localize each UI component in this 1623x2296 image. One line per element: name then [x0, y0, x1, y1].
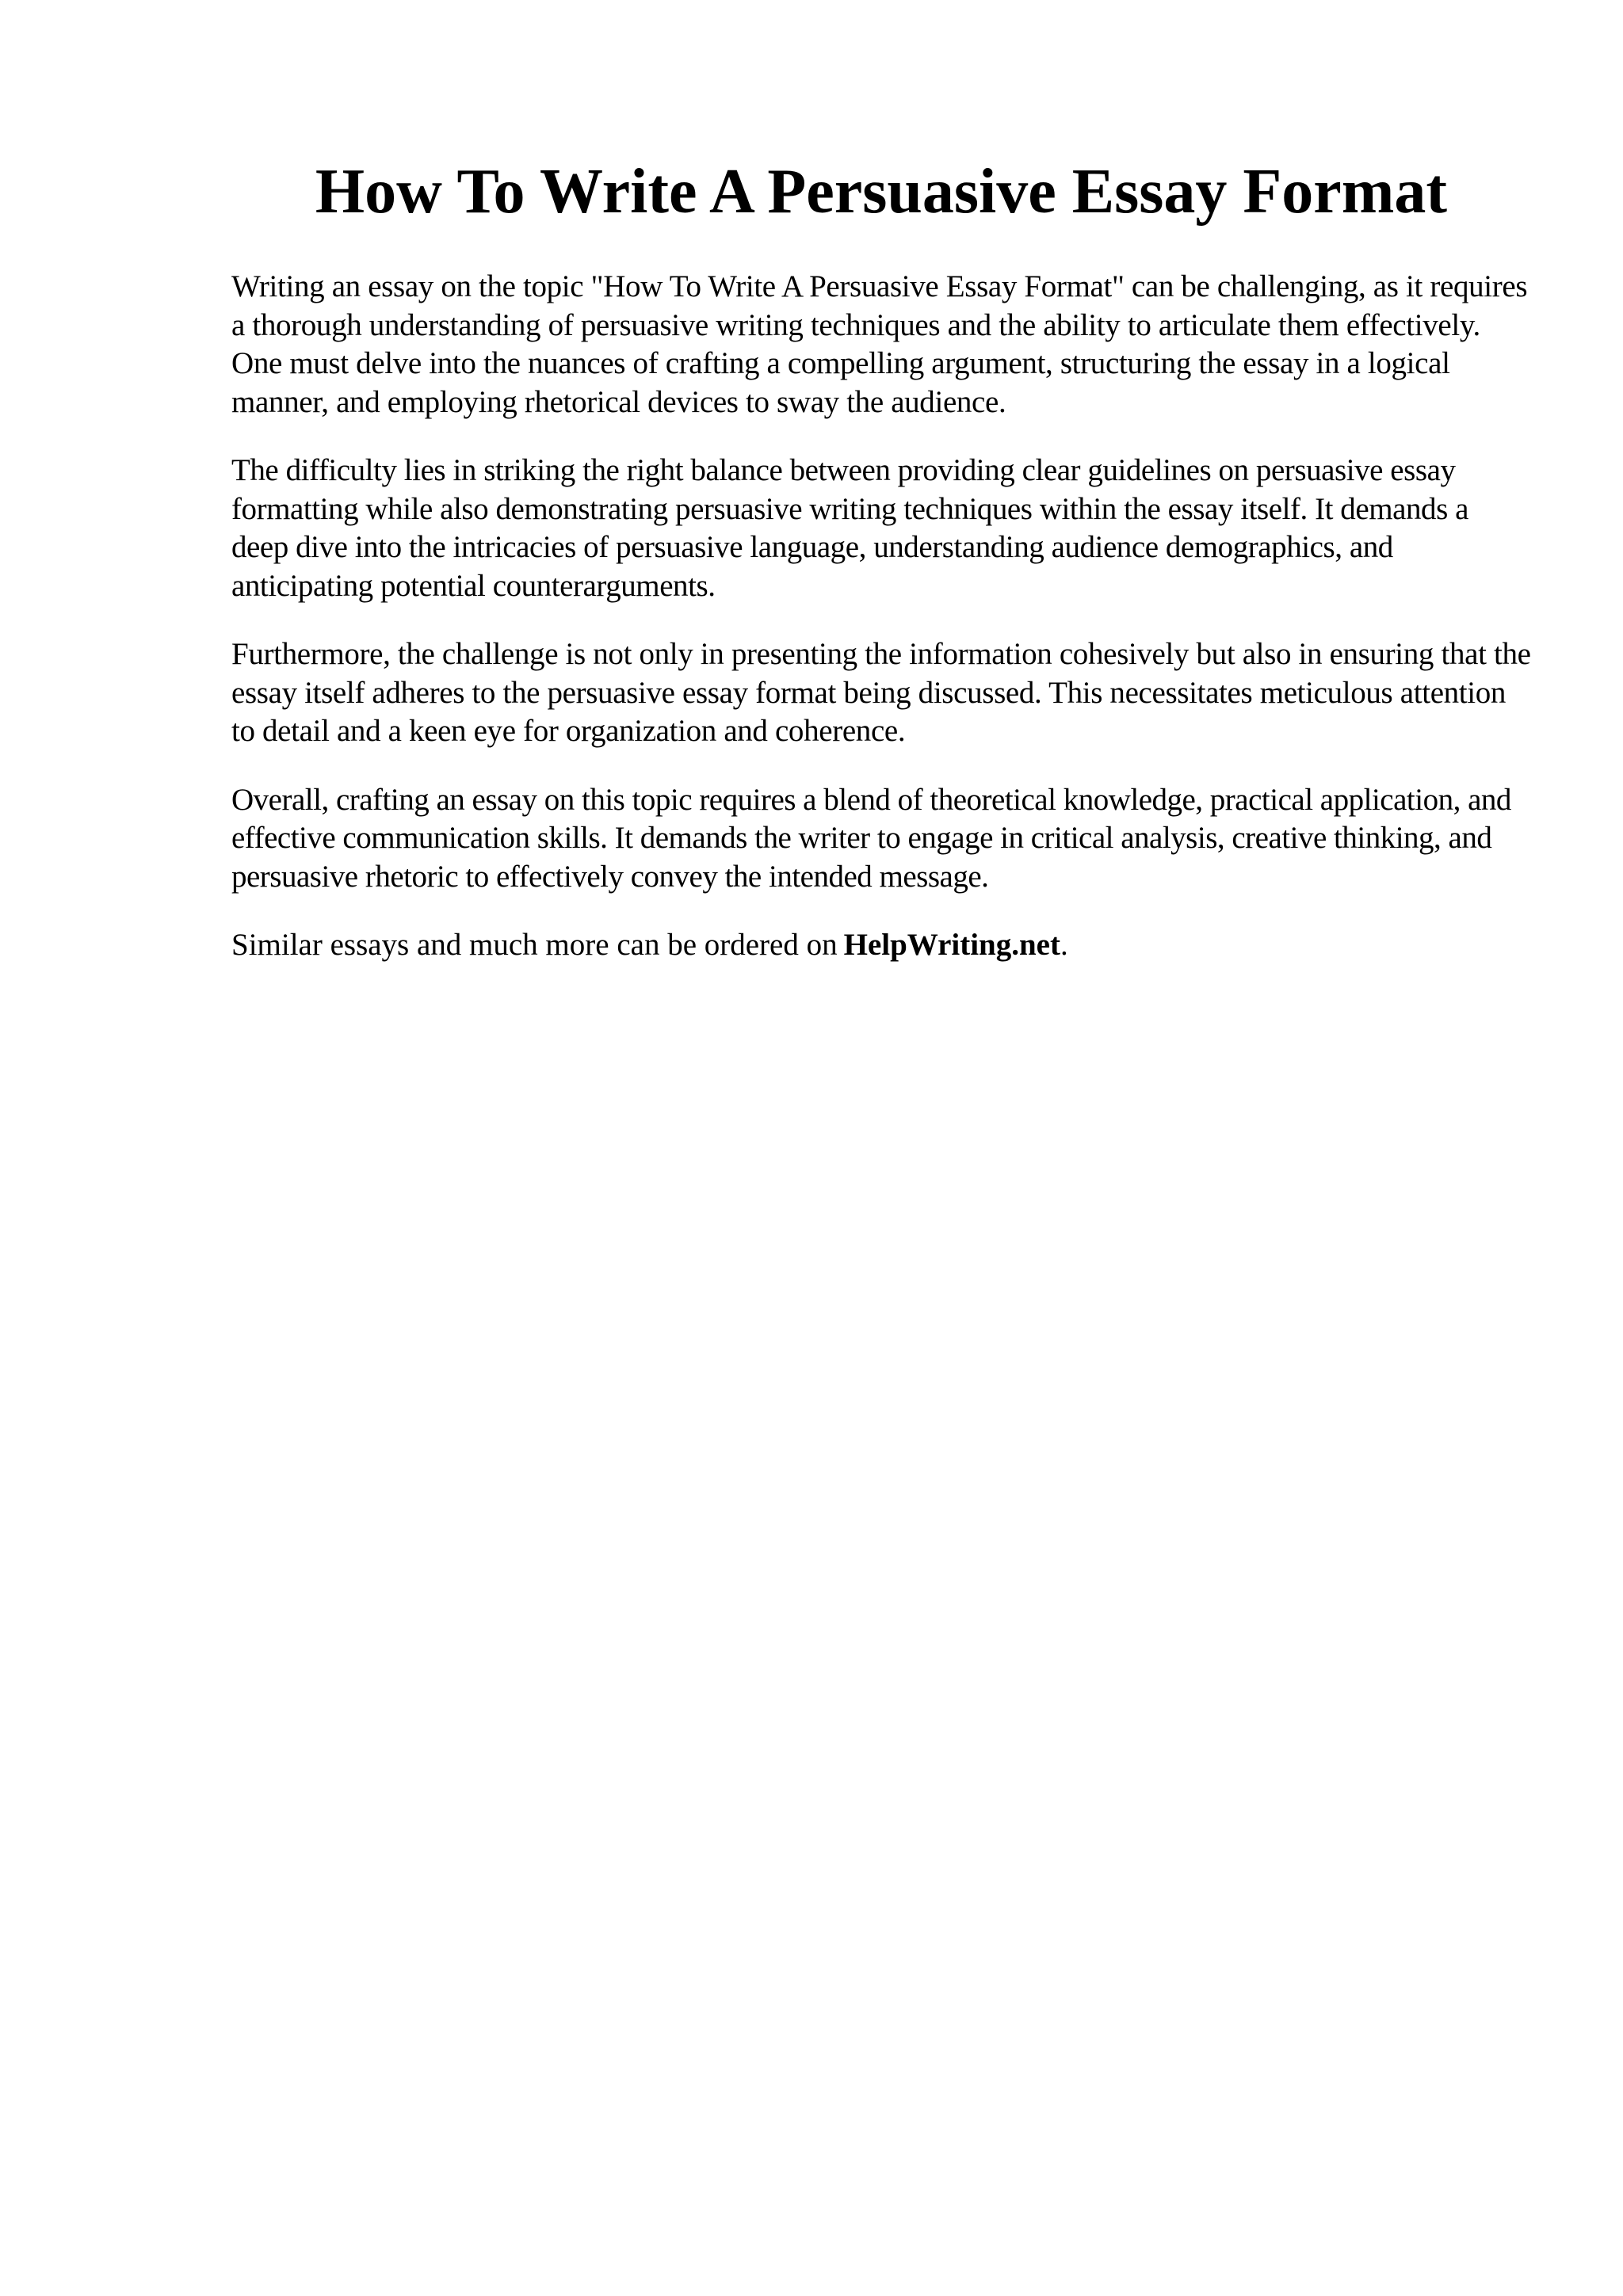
paragraph-3: Furthermore, the challenge is not only in presenting the information cohesively but also in ensuring that the essay itself adheres to the persuasive essay format being discussed. This necessitates meticulous attention to detail and a keen eye for organization and coherence.	[231, 637, 1531, 748]
footer-prefix: Similar essays and much more can be ordered on	[231, 928, 838, 962]
paragraph-4: Overall, crafting an essay on this topic requires a blend of theoretical knowledge, practical application, and effective communication skills. It demands the writer to engage in critical analysis, creative thinking, and persuasive rhetoric to effectively convey the intended message.	[231, 782, 1511, 894]
document-body	[231, 268, 1531, 965]
footer-suffix: .	[1060, 928, 1068, 962]
helpwriting-link[interactable]: HelpWriting.net	[843, 928, 1060, 962]
footer-line	[231, 926, 1531, 965]
paragraph-1: Writing an essay on the topic "How To Write A Persuasive Essay Format" can be challenging, as it requires a thorough understanding of persuasive writing techniques and the ability to articulate them effectively. One must delve into the nuances of crafting a compelling argument, structuring the essay in a logical manner, and employing rhetorical devices to sway the audience.	[231, 269, 1528, 419]
document-title: How To Write A Persuasive Essay Format	[315, 157, 1448, 227]
paragraph-2: The difficulty lies in striking the right balance between providing clear guidelines on persuasive essay formatting while also demonstrating persuasive writing techniques within the essay itself. It demands a deep dive into the intricacies of persuasive language, understanding audience demographics, and anticipating potential counterarguments.	[231, 453, 1468, 603]
